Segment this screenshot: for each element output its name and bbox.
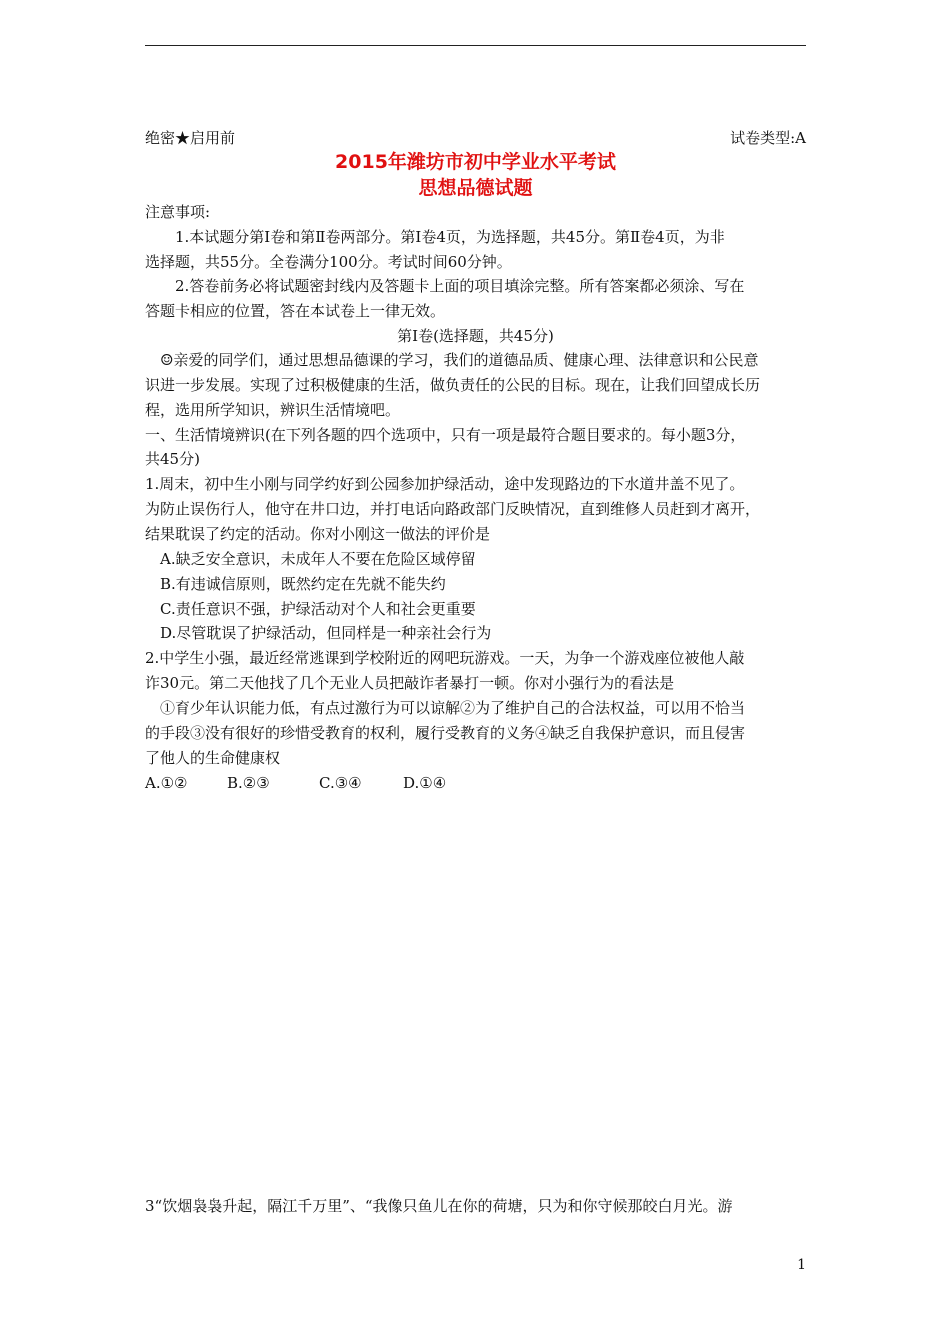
question-1-option-d: D.尽管耽误了护绿活动，但同样是一种亲社会行为 <box>160 624 492 642</box>
question-1-line-2: 为防止误伤行人，他守在井口边，并打电话向路政部门反映情况，直到维修人员赶到才离开， <box>145 500 761 518</box>
question-2-statement-line-2: 的手段③没有很好的珍惜受教育的权利，履行受教育的义务④缺乏自我保护意识，而且侵害 <box>145 724 746 742</box>
notice-item-2-line-2: 答题卡相应的位置，答在本试卷上一律无效。 <box>145 302 446 320</box>
section-1-intro-line-3: 程，选用所学知识，辨识生活情境吧。 <box>145 401 401 419</box>
question-2-option-b: B.②③ <box>227 774 270 792</box>
notice-item-2-line-1: 2.答卷前务必将试题密封线内及答题卡上面的项目填涂完整。所有答案都必须涂、写在 <box>175 277 745 295</box>
section-1-intro-line-2: 识进一步发展。实现了过积极健康的生活，做负责任的公民的目标。现在，让我们回望成长历 <box>145 376 761 394</box>
question-2-option-a: A.①② <box>145 774 188 792</box>
header-rule <box>145 45 806 46</box>
question-1-option-c: C.责任意识不强，护绿活动对个人和社会更重要 <box>160 600 476 618</box>
question-2-statement-line-1: ①育少年认识能力低，有点过激行为可以谅解②为了维护自己的合法权益，可以用不恰当 <box>160 699 746 717</box>
question-2-options <box>145 773 806 793</box>
header-paper-type: 试卷类型:A <box>730 129 806 147</box>
header-secret: 绝密★启用前 <box>145 129 236 147</box>
question-3-line-1: 3“饮烟袅袅升起，隔江千万里”、“我像只鱼儿在你的荷塘，只为和你守候那皎白月光。游 <box>145 1197 733 1215</box>
exam-subtitle: 思想品德试题 <box>418 177 533 199</box>
page-number: 1 <box>797 1257 806 1273</box>
section-1-intro-line-1: ☺亲爱的同学们，通过思想品德课的学习，我们的道德品质、健康心理、法律意识和公民意 <box>160 351 759 369</box>
section-1-heading: 第Ⅰ卷(选择题，共45分) <box>397 327 554 345</box>
question-2-option-c: C.③④ <box>319 774 362 792</box>
question-2-line-1: 2.中学生小强，最近经常逃课到学校附近的网吧玩游戏。一天，为争一个游戏座位被他人敲 <box>145 649 745 667</box>
notice-heading: 注意事项: <box>145 203 211 221</box>
question-1-option-a: A.缺乏安全意识，未成年人不要在危险区域停留 <box>160 550 476 568</box>
notice-item-1-line-1: 1.本试题分第Ⅰ卷和第Ⅱ卷两部分。第Ⅰ卷4页，为选择题，共45分。第Ⅱ卷4页，为非 <box>175 228 725 246</box>
question-1-line-3: 结果耽误了约定的活动。你对小刚这一做法的评价是 <box>145 525 491 543</box>
question-2-option-d: D.①④ <box>403 774 447 792</box>
part-1-heading-line-1: 一、生活情境辨识(在下列各题的四个选项中，只有一项是最符合题目要求的。每小题3分， <box>145 426 746 444</box>
notice-item-1-line-2: 选择题，共55分。全卷满分100分。考试时间60分钟。 <box>145 253 512 271</box>
question-1-option-b: B.有违诚信原则，既然约定在先就不能失约 <box>160 575 446 593</box>
part-1-heading-line-2: 共45分) <box>145 450 200 468</box>
exam-title: 2015年潍坊市初中学业水平考试 <box>335 151 616 173</box>
question-2-line-2: 诈30元。第二天他找了几个无业人员把敲诈者暴打一顿。你对小强行为的看法是 <box>145 674 675 692</box>
question-1-line-1: 1.周末，初中生小刚与同学约好到公园参加护绿活动，途中发现路边的下水道井盖不见了。 <box>145 475 745 493</box>
question-2-statement-line-3: 了他人的生命健康权 <box>145 749 281 767</box>
